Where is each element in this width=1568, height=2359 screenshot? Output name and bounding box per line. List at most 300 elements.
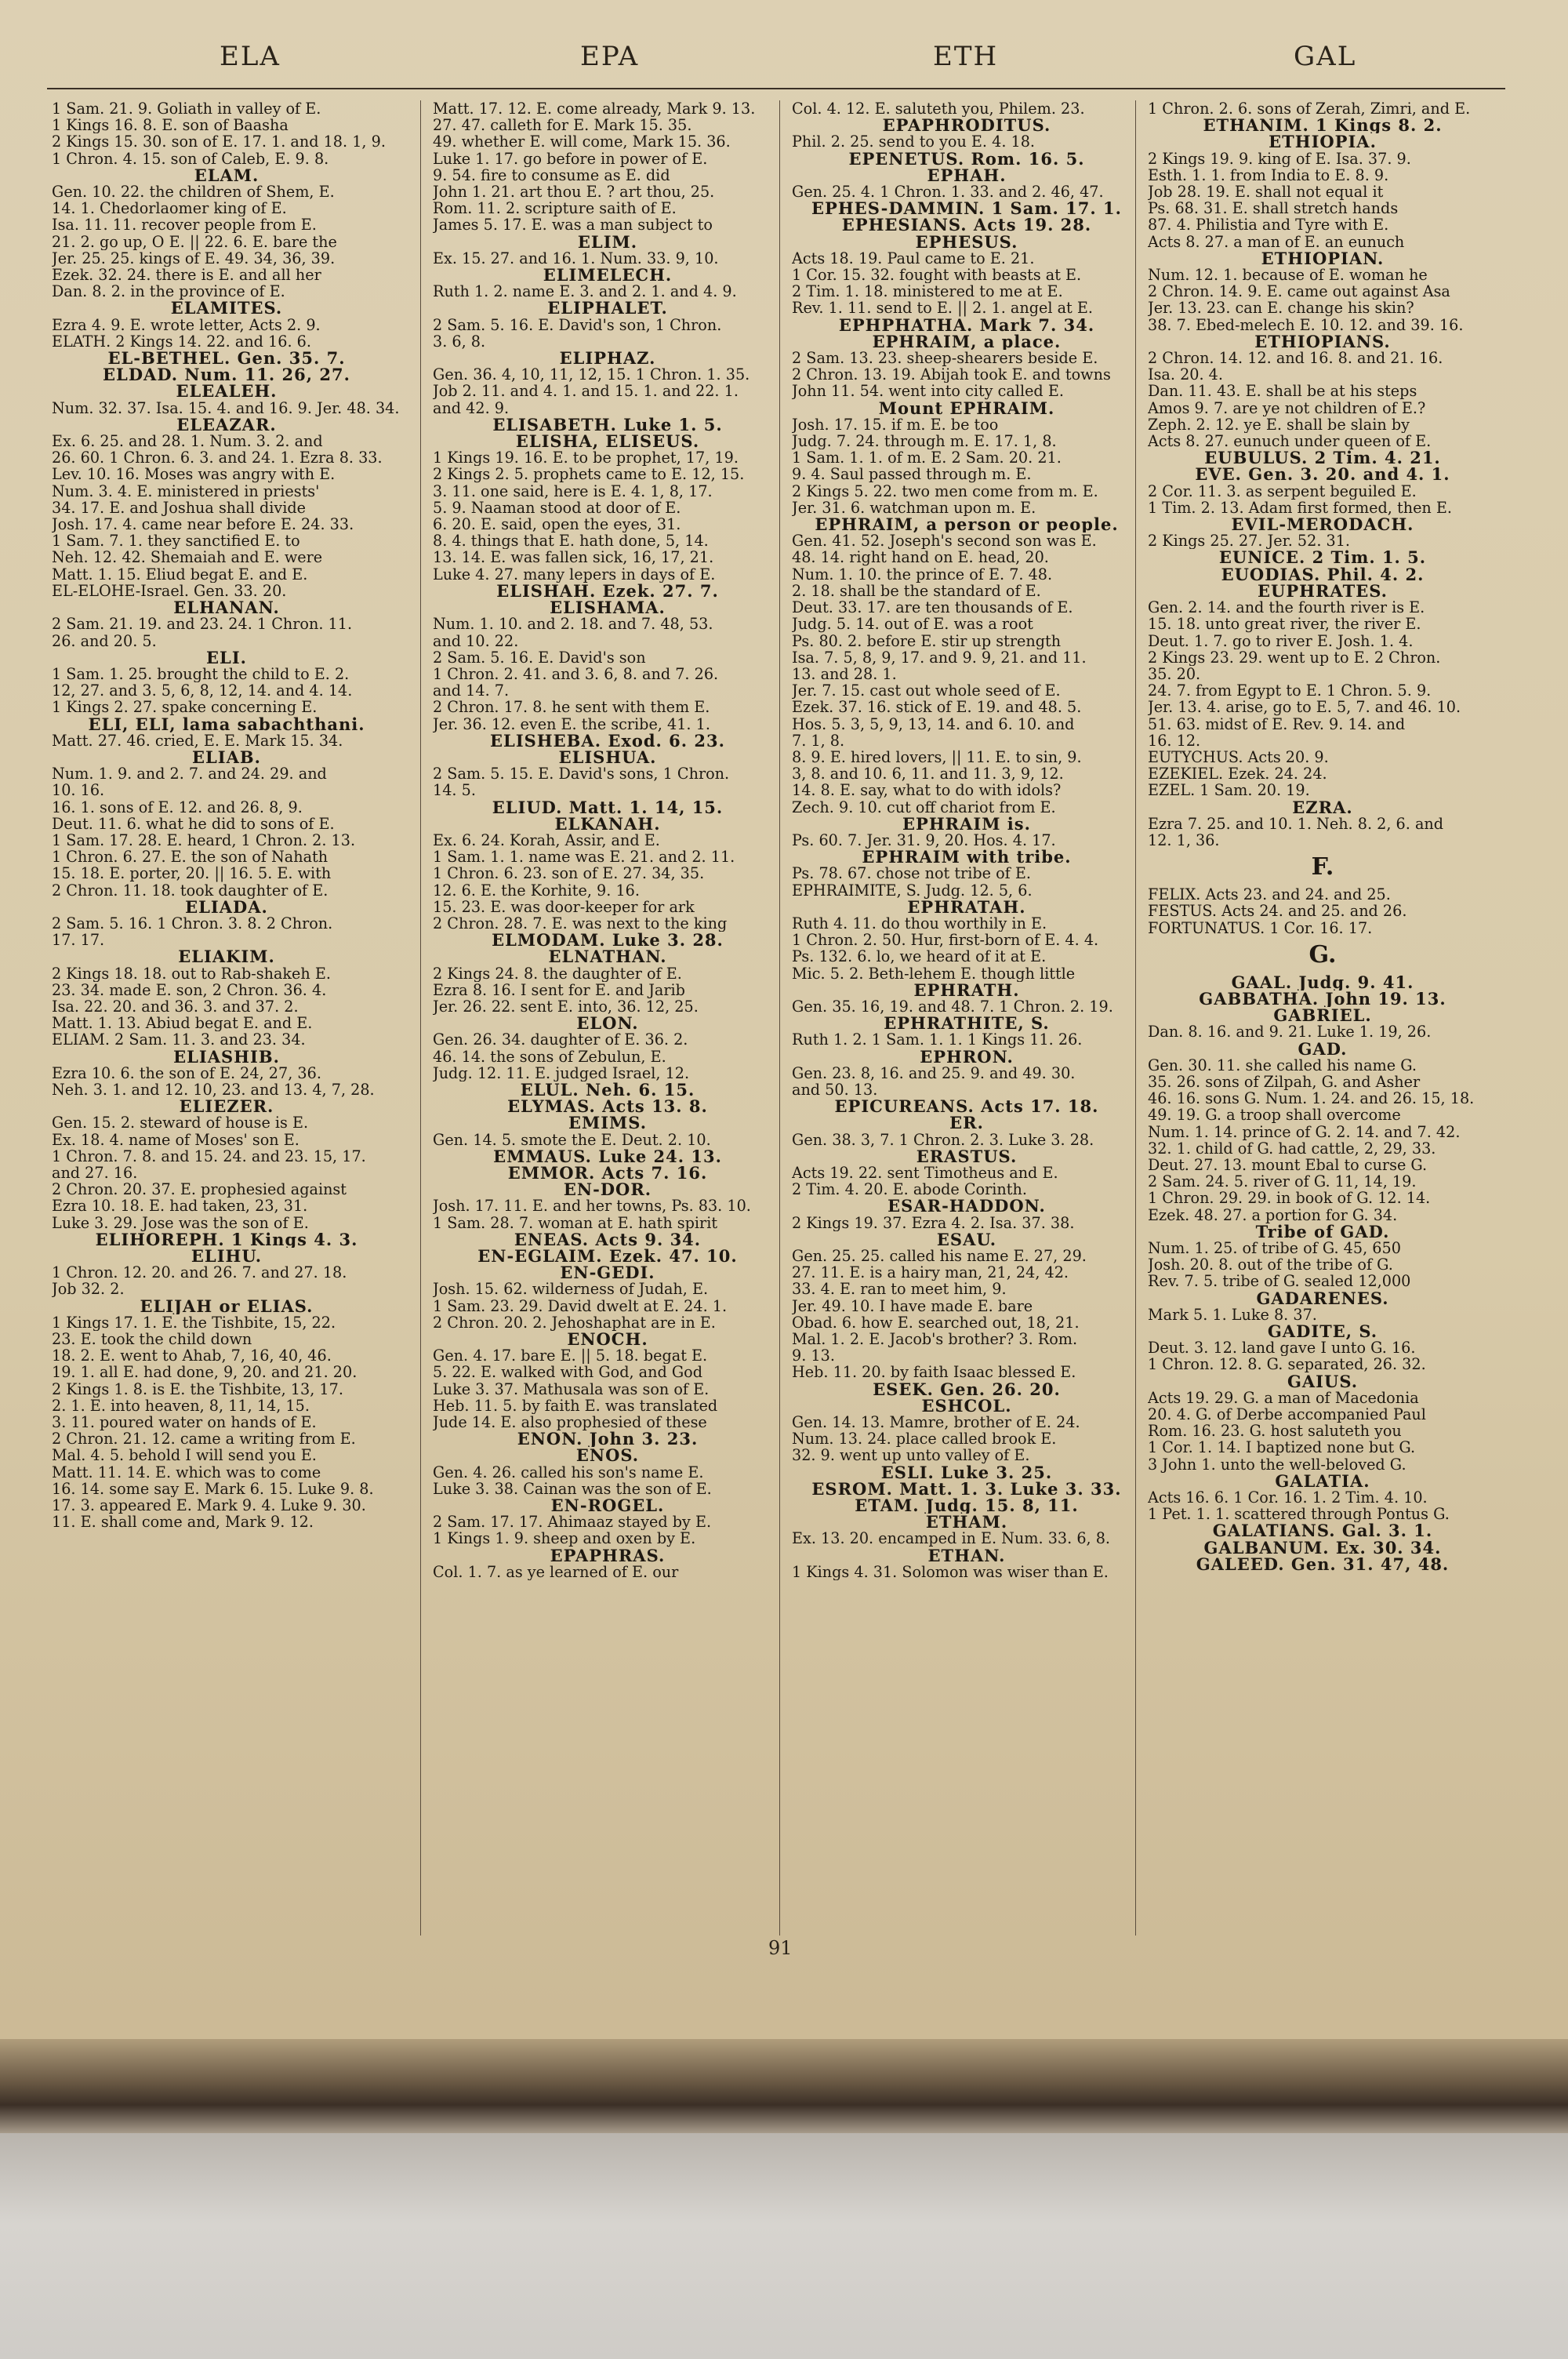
entry-heading: ENON. John 3. 23. [517,1430,699,1448]
entry-line: 1 Kings 17. 1. E. the Tishbite, 15, 22. [52,1314,336,1332]
entry-line: 2 Kings 24. 8. the daughter of E. [433,965,682,982]
entry-line: 1 Cor. 1. 14. I baptized none but G. [1148,1439,1416,1456]
entry-line: Rev. 7. 5. tribe of G. sealed 12,000 [1148,1273,1411,1290]
entry-line: 10. 16. [52,782,105,799]
entry-heading: EMMOR. Acts 7. 16. [507,1165,708,1182]
entry-heading: EPAPHRAS. [550,1547,666,1564]
entry-heading: EPHRON. [920,1048,1014,1065]
entry-line: Dan. 8. 2. in the province of E. [52,283,285,300]
entry-line: 18. 2. E. went to Ahab, 7, 16, 40, 46. [52,1347,332,1365]
entry-line: 1 Sam. 28. 7. woman at E. hath spirit [433,1214,718,1231]
entry-line: 1 Kings 16. 8. E. son of Baasha [52,117,289,134]
entry-line: Luke 1. 17. go before in power of E. [433,150,708,167]
entry-line: Josh. 17. 11. E. and her towns, Ps. 83. 10. [433,1198,751,1215]
entry-heading: ETHAN. [927,1547,1006,1564]
entry-line: 26. 60. 1 Chron. 6. 3. and 24. 1. Ezra 8. 33. [52,449,383,467]
entry-line: Ezra 10. 6. the son of E. 24, 27, 36. [52,1064,321,1081]
entry-line: 49. whether E. will come, Mark 15. 36. [433,133,731,151]
entry-line: 3. 11. poured water on hands of E. [52,1414,317,1431]
entry-line: 49. 19. G. a troop shall overcome [1148,1107,1401,1124]
entry-heading: GAAL. Judg. 9. 41. [1231,973,1414,990]
entry-heading: ELIADA. [185,898,268,915]
entry-line: Num. 1. 10. the prince of E. 7. 48. [792,565,1053,583]
entry-line: 1 Sam. 1. 1. of m. E. 2 Sam. 20. 21. [792,449,1062,467]
entry-line: 27. 47. calleth for E. Mark 15. 35. [433,117,692,134]
column-divider [1135,100,1136,1936]
entry-line: Obad. 6. how E. searched out, 18, 21. [792,1314,1080,1332]
entry-line: Gen. 4. 17. bare E. || 5. 18. begat E. [433,1347,708,1365]
entry-heading: ELDAD. Num. 11. 26, 27. [103,366,350,383]
entry-heading: ELISHEBA. Exod. 6. 23. [490,732,725,749]
entry-line: James 5. 17. E. was a man subject to [433,216,713,234]
entry-line: Ezra 4. 9. E. wrote letter, Acts 2. 9. [52,316,321,333]
entry-line: 1 Kings 1. 9. sheep and oxen by E. [433,1530,696,1547]
header-eth: ETH [933,41,999,72]
entry-heading: ESAR-HADDON. [887,1198,1046,1215]
entry-line: 1 Kings 4. 31. Solomon was wiser than E. [792,1563,1109,1581]
entry-line: John 1. 21. art thou E. ? art thou, 25. [433,184,715,201]
entry-line: FELIX. Acts 23. and 24. and 25. [1148,886,1391,903]
entry-heading: ELISHAH. Ezek. 27. 7. [496,582,719,600]
entry-line: 14. 5. [433,782,476,799]
entry-line: 2 Sam. 13. 23. sheep-shearers beside E. [792,350,1098,367]
header-ela: ELA [220,41,281,72]
entry-line: Jer. 7. 15. cast out whole seed of E. [792,682,1061,700]
entry-line: Num. 32. 37. Isa. 15. 4. and 16. 9. Jer. 48. 34. [52,399,400,416]
entry-line: Heb. 11. 20. by faith Isaac blessed E. [792,1364,1076,1381]
entry-line: EZEL. 1 Sam. 20. 19. [1148,782,1310,799]
entry-line: Mic. 5. 2. Beth-lehem E. though little [792,965,1076,982]
entry-heading: GALATIA. [1275,1472,1370,1490]
entry-line: Neh. 3. 1. and 12. 10, 23. and 13. 4, 7, 28. [52,1081,375,1099]
entry-heading: EN-ROGEL. [550,1497,665,1514]
entry-line: Gen. 26. 34. daughter of E. 36. 2. [433,1031,688,1049]
entry-line: 3, 8. and 10. 6, 11. and 11. 3, 9, 12. [792,765,1064,783]
entry-line: 1 Sam. 1. 1. name was E. 21. and 2. 11. [433,849,735,866]
entry-line: 2 Cor. 11. 3. as serpent beguiled E. [1148,482,1417,500]
entry-line: Ruth 1. 2. 1 Sam. 1. 1. 1 Kings 11. 26. [792,1031,1083,1049]
entry-heading: ETHANIM. 1 Kings 8. 2. [1203,117,1443,134]
entry-line: 1 Cor. 15. 32. fought with beasts at E. [792,267,1082,284]
entry-line: 32. 9. went up unto valley of E. [792,1447,1030,1464]
entry-line: Ruth 4. 11. do thou worthily in E. [792,914,1047,932]
entry-line: 2 Tim. 4. 20. E. abode Corinth. [792,1181,1027,1198]
entry-line: 20. 4. G. of Derbe accompanied Paul [1148,1406,1426,1423]
entry-line: 2 Chron. 14. 12. and 16. 8. and 21. 16. [1148,350,1443,367]
entry-line: 2 Kings 15. 30. son of E. 17. 1. and 18. 1, 9. [52,133,386,151]
entry-line: Jer. 36. 12. even E. the scribe, 41. 1. [433,715,710,732]
entry-line: 1 Pet. 1. 1. scattered through Pontus G. [1148,1506,1450,1523]
entry-line: 2 Chron. 28. 7. E. was next to the king [433,914,728,932]
entry-line: Ezek. 32. 24. there is E. and all her [52,267,321,284]
entry-heading: ELI, ELI, lama sabachthani. [88,715,365,732]
entry-line: 2 Kings 2. 5. prophets came to E. 12, 15. [433,466,745,483]
entry-line: Esth. 1. 1. from India to E. 8. 9. [1148,166,1389,184]
entry-line: 21. 2. go up, O E. || 22. 6. E. bare the [52,233,337,250]
entry-line: Ex. 6. 24. Korah, Assir, and E. [433,831,660,849]
entry-line: Jer. 25. 25. kings of E. 49. 34, 36, 39. [52,249,336,267]
entry-line: Josh. 17. 15. if m. E. be too [792,416,999,434]
entry-line: Jude 14. E. also prophesied of these [433,1414,707,1431]
entry-line: 1 Chron. 2. 6. sons of Zerah, Zimri, and E. [1148,100,1471,118]
entry-line: 35. 26. sons of Zilpah, G. and Asher [1148,1073,1421,1091]
entry-line: 16. 12. [1148,732,1201,749]
entry-line: Matt. 17. 12. E. come already, Mark 9. 13. [433,100,756,118]
entry-line: Deut. 1. 7. go to river E. Josh. 1. 4. [1148,632,1414,649]
entry-line: Zech. 9. 10. cut off chariot from E. [792,798,1056,816]
entry-line: Ex. 18. 4. name of Moses' son E. [52,1131,299,1148]
entry-line: Acts 8. 27. a man of E. an eunuch [1148,233,1405,250]
entry-line: Isa. 11. 11. recover people from E. [52,216,317,234]
entry-heading: ETHIOPIA. [1269,133,1377,151]
entry-heading: GAIUS. [1287,1372,1359,1390]
entry-line: Judg. 5. 14. out of E. was a root [792,616,1033,633]
entry-line: 16. 1. sons of E. 12. and 26. 8, 9. [52,798,303,816]
entry-line: 16. 14. some say E. Mark 6. 15. Luke 9. 8. [52,1480,374,1498]
entry-line: 27. 11. E. is a hairy man, 21, 24, 42. [792,1264,1069,1281]
entry-line: Gen. 38. 3, 7. 1 Chron. 2. 3. Luke 3. 28. [792,1131,1094,1148]
column-4 [1148,100,1497,1936]
background-surface [0,2133,1568,2359]
entry-heading: EPHRAIM, a place. [872,333,1062,351]
entry-line: Judg. 12. 11. E. judged Israel, 12. [433,1064,690,1081]
entry-line: 5. 9. Naaman stood at door of E. [433,499,681,517]
entry-line: Col. 4. 12. E. saluteth you, Philem. 23. [792,100,1085,118]
entry-line: Lev. 10. 16. Moses was angry with E. [52,466,336,483]
entry-heading: EL-BETHEL. Gen. 35. 7. [107,350,346,367]
entry-heading: ELIMELECH. [543,267,673,284]
entry-line: 1 Sam. 1. 25. brought the child to E. 2. [52,665,350,683]
entry-heading: ESLI. Luke 3. 25. [880,1463,1053,1481]
column-divider [779,100,780,1936]
entry-line: Ps. 60. 7. Jer. 31. 9, 20. Hos. 4. 17. [792,831,1056,849]
entry-line: 2 Chron. 20. 2. Jehoshaphat are in E. [433,1314,716,1332]
entry-line: 1 Chron. 29. 29. in book of G. 12. 14. [1148,1190,1431,1207]
entry-heading: ELIJAH or ELIAS. [140,1297,314,1314]
running-header [47,41,1505,80]
entry-line: 1 Chron. 4. 15. son of Caleb, E. 9. 8. [52,150,329,167]
entry-line: Matt. 11. 14. E. which was to come [52,1463,321,1481]
entry-line: 32. 1. child of G. had cattle, 2, 29, 33. [1148,1140,1436,1157]
entry-heading: ELIUD. Matt. 1. 14, 15. [492,798,724,816]
entry-line: Rom. 11. 2. scripture saith of E. [433,200,677,217]
entry-line: Dan. 11. 43. E. shall be at his steps [1148,383,1417,400]
entry-line: Deut. 11. 6. what he did to sons of E. [52,815,335,832]
entry-line: Gen. 25. 4. 1 Chron. 1. 33. and 2. 46, 47. [792,184,1104,201]
entry-heading: ELIAB. [192,748,261,766]
entry-line: Matt. 1. 15. Eliud begat E. and E. [52,565,308,583]
entry-line: Num. 1. 9. and 2. 7. and 24. 29. and [52,765,327,783]
entry-heading: ESEK. Gen. 26. 20. [873,1380,1061,1398]
entry-line: 33. 4. E. ran to meet him, 9. [792,1281,1007,1298]
entry-line: FESTUS. Acts 24. and 25. and 26. [1148,903,1407,920]
entry-line: 3. 6, 8. [433,333,486,351]
entry-line: Gen. 15. 2. steward of house is E. [52,1114,309,1132]
entry-line: Heb. 11. 5. by faith E. was translated [433,1397,718,1415]
entry-heading: EPHESIANS. Acts 19. 28. [841,216,1092,234]
entry-heading: GALATIANS. Gal. 3. 1. [1212,1522,1433,1539]
entry-line: 14. 8. E. say, what to do with idols? [792,782,1062,799]
entry-line: 51. 63. midst of E. Rev. 9. 14. and [1148,715,1406,732]
entry-line: 13. 14. E. was fallen sick, 16, 17, 21. [433,549,714,566]
entry-line: 2 Sam. 5. 16. E. David's son, 1 Chron. [433,316,722,333]
entry-line: Num. 1. 25. of tribe of G. 45, 650 [1148,1240,1401,1257]
entry-line: Ps. 68. 31. E. shall stretch hands [1148,200,1399,217]
section-letter: G. [1308,940,1337,969]
entry-line: 48. 14. right hand on E. head, 20. [792,549,1049,566]
entry-line: 2 Sam. 5. 15. E. David's sons, 1 Chron. [433,765,730,783]
entry-line: 23. E. took the child down [52,1331,252,1348]
entry-heading: EPHRAIM, a person or people. [815,516,1119,533]
entry-line: 46. 14. the sons of Zebulun, E. [433,1048,666,1065]
entry-line: 19. 1. all E. had done, 9, 20. and 21. 20. [52,1364,358,1381]
entry-line: Ezek. 37. 16. stick of E. 19. and 48. 5. [792,699,1082,716]
entry-line: 1 Chron. 2. 50. Hur, first-born of E. 4. 4. [792,932,1099,949]
entry-heading: ENOCH. [567,1331,648,1348]
entry-heading: EUBULUS. 2 Tim. 4. 21. [1204,449,1441,467]
entry-line: Rom. 16. 23. G. host saluteth you [1148,1423,1402,1440]
entry-line: 2 Tim. 1. 18. ministered to me at E. [792,283,1063,300]
entry-line: EL-ELOHE-Israel. Gen. 33. 20. [52,582,287,600]
column-divider [420,100,421,1936]
entry-line: 38. 7. Ebed-melech E. 10. 12. and 39. 16. [1148,316,1464,333]
entry-line: Mal. 4. 5. behold I will send you E. [52,1447,317,1464]
entry-line: 17. 3. appeared E. Mark 9. 4. Luke 9. 30. [52,1497,366,1514]
entry-line: 9. 4. Saul passed through m. E. [792,466,1032,483]
entry-heading: ELNATHAN. [548,948,667,965]
entry-heading: ETHIOPIAN. [1261,249,1385,267]
entry-line: Num. 3. 4. E. ministered in priests' [52,482,320,500]
entry-line: 2 Chron. 21. 12. came a writing from E. [52,1430,356,1448]
entry-line: Ezra 8. 16. I sent for E. and Jarib [433,981,685,998]
entry-line: 1 Sam. 17. 28. E. heard, 1 Chron. 2. 13. [52,831,356,849]
entry-heading: ELI. [206,649,247,666]
entry-heading: ELEAZAR. [176,416,277,434]
entry-line: Num. 12. 1. because of E. woman he [1148,267,1428,284]
entry-line: 15. 23. E. was door-keeper for ark [433,898,695,915]
entry-line: Phil. 2. 25. send to you E. 4. 18. [792,133,1036,151]
entry-line: 2 Sam. 5. 16. 1 Chron. 3. 8. 2 Chron. [52,914,333,932]
entry-heading: EPHAH. [927,166,1007,184]
entry-heading: GADITE, S. [1267,1323,1378,1340]
entry-heading: EPHESUS. [915,233,1018,250]
entry-line: ELIAM. 2 Sam. 11. 3. and 23. 34. [52,1031,306,1049]
entry-line: Isa. 22. 20. and 36. 3. and 37. 2. [52,998,299,1016]
entry-line: FORTUNATUS. 1 Cor. 16. 17. [1148,919,1373,936]
entry-heading: EPHRAIM is. [902,815,1031,832]
entry-line: Num. 1. 14. prince of G. 2. 14. and 7. 42. [1148,1123,1461,1140]
entry-heading: EVE. Gen. 3. 20. and 4. 1. [1195,466,1450,483]
entry-heading: GABRIEL. [1273,1007,1372,1024]
entry-line: 1 Chron. 12. 8. G. separated, 26. 32. [1148,1356,1426,1373]
entry-heading: EUNICE. 2 Tim. 1. 5. [1218,549,1427,566]
entry-line: Deut. 3. 12. land gave I unto G. 16. [1148,1339,1416,1357]
entry-line: 9. 54. fire to consume as E. did [433,166,670,184]
entry-line: 2 Kings 19. 37. Ezra 4. 2. Isa. 37. 38. [792,1214,1075,1231]
entry-line: Deut. 33. 17. are ten thousands of E. [792,599,1073,616]
entry-line: 46. 16. sons G. Num. 1. 24. and 26. 15, 18. [1148,1090,1475,1107]
entry-line: Acts 8. 27. eunuch under queen of E. [1148,433,1432,450]
entry-heading: ELISHA, ELISEUS. [515,433,700,450]
entry-line: 3. 11. one said, here is E. 4. 1, 8, 17. [433,482,713,500]
entry-heading: ELIPHALET. [547,300,668,317]
entry-heading: ELIASHIB. [173,1048,280,1065]
entry-line: 1 Chron. 6. 23. son of E. 27. 34, 35. [433,865,705,882]
entry-line: and 10. 22. [433,632,519,649]
entry-line: 2 Kings 23. 29. went up to E. 2 Chron. [1148,649,1441,666]
entry-line: 2 Chron. 20. 37. E. prophesied against [52,1181,347,1198]
entry-heading: ETAM. Judg. 15. 8, 11. [855,1497,1079,1514]
entry-line: ELATH. 2 Kings 14. 22. and 16. 6. [52,333,311,351]
entry-line: 2 Sam. 24. 5. river of G. 11, 14, 19. [1148,1173,1417,1190]
entry-line: 1 Kings 19. 16. E. to be prophet, 17, 19. [433,449,739,467]
entry-line: 1 Sam. 23. 29. David dwelt at E. 24. 1. [433,1297,728,1314]
entry-line: Gen. 14. 13. Mamre, brother of E. 24. [792,1414,1080,1431]
entry-heading: EUODIAS. Phil. 4. 2. [1221,565,1425,583]
entry-line: Isa. 20. 4. [1148,366,1223,383]
entry-line: Dan. 8. 16. and 9. 21. Luke 1. 19, 26. [1148,1023,1432,1041]
entry-line: Job 2. 11. and 4. 1. and 15. 1. and 22. 1. [433,383,739,400]
entry-heading: EPHRATAH. [907,898,1026,915]
entry-line: 2 Chron. 13. 19. Abijah took E. and towns [792,366,1111,383]
entry-line: Gen. 14. 5. smote the E. Deut. 2. 10. [433,1131,711,1148]
entry-line: Ezek. 48. 27. a portion for G. 34. [1148,1206,1398,1223]
entry-line: Neh. 12. 42. Shemaiah and E. were [52,549,323,566]
entry-line: Job 32. 2. [52,1281,125,1298]
entry-line: and 27. 16. [52,1165,138,1182]
entry-heading: ENEAS. Acts 9. 34. [514,1230,702,1249]
entry-line: Josh. 20. 8. out of the tribe of G. [1148,1256,1393,1274]
entry-heading: ELKANAH. [554,815,661,832]
entry-line: Acts 16. 6. 1 Cor. 16. 1. 2 Tim. 4. 10. [1148,1489,1428,1507]
entry-line: 34. 17. E. and Joshua shall divide [52,499,307,517]
entry-line: 2 Sam. 17. 17. Ahimaaz stayed by E. [433,1514,712,1531]
entry-line: Gen. 30. 11. she called his name G. [1148,1056,1417,1074]
entry-line: Gen. 10. 22. the children of Shem, E. [52,184,335,201]
entry-line: 5. 22. E. walked with God, and God [433,1364,703,1381]
entry-line: Zeph. 2. 12. ye E. shall be slain by [1148,416,1410,434]
entry-line: Gen. 35. 16, 19. and 48. 7. 1 Chron. 2. 19. [792,998,1113,1016]
entry-line: Matt. 1. 13. Abiud begat E. and E. [52,1015,313,1032]
entry-line: 1 Sam. 21. 9. Goliath in valley of E. [52,100,321,118]
entry-heading: ELHANAN. [173,599,280,616]
entry-heading: ETHAM. [925,1514,1008,1531]
torn-page-edge [0,2039,1568,2133]
entry-line: 1 Chron. 12. 20. and 26. 7. and 27. 18. [52,1264,347,1281]
entry-line: Num. 13. 24. place called brook E. [792,1430,1057,1448]
entry-heading: EPICUREANS. Acts 17. 18. [834,1098,1099,1115]
entry-heading: GALBANUM. Ex. 30. 34. [1203,1539,1442,1556]
entry-heading: ELISABETH. Luke 1. 5. [492,416,723,434]
entry-line: 2 Chron. 11. 18. took daughter of E. [52,881,328,899]
header-epa: EPA [580,41,640,72]
entry-line: Josh. 15. 62. wilderness of Judah, E. [433,1281,709,1298]
entry-line: 6. 20. E. said, open the eyes, 31. [433,516,681,533]
entry-line: Jer. 26. 22. sent E. into, 36. 12, 25. [433,998,699,1016]
entry-line: Luke 3. 29. Jose was the son of E. [52,1214,309,1231]
entry-line: Acts 19. 29. G. a man of Macedonia [1148,1389,1419,1407]
entry-heading: EN-EGLAIM. Ezek. 47. 10. [477,1248,738,1265]
entry-heading: ELIEZER. [179,1098,274,1115]
entry-heading: GAD. [1298,1040,1348,1057]
column-2 [433,100,782,1936]
entry-line: 35. 20. [1148,665,1201,683]
entry-line: Ps. 78. 67. chose not tribe of E. [792,865,1031,882]
entry-line: 2 Chron. 14. 9. E. came out against Asa [1148,283,1450,300]
entry-line: Luke 3. 37. Mathusala was son of E. [433,1380,710,1398]
entry-line: 2 Kings 5. 22. two men come from m. E. [792,482,1098,500]
entry-heading: ELON. [576,1015,639,1032]
entry-line: Mark 5. 1. Luke 8. 37. [1148,1306,1317,1324]
entry-heading: Tribe of GAD. [1255,1223,1390,1240]
entry-line: and 42. 9. [433,399,510,416]
entry-heading: ELISHAMA. [550,599,666,616]
entry-line: Gen. 2. 14. and the fourth river is E. [1148,599,1425,616]
entry-line: 26. and 20. 5. [52,632,157,649]
column-1 [52,100,401,1936]
entry-heading: EPHPHATHA. Mark 7. 34. [838,316,1095,333]
entry-line: Luke 3. 38. Cainan was the son of E. [433,1480,712,1498]
header-gal: GAL [1294,41,1357,72]
entry-heading: ELIHOREPH. 1 Kings 4. 3. [95,1230,358,1249]
entry-line: Ps. 80. 2. before E. stir up strength [792,632,1062,649]
entry-heading: ELISHUA. [558,748,657,766]
entry-line: Matt. 27. 46. cried, E. E. Mark 15. 34. [52,732,343,749]
entry-line: 12. 1, 36. [1148,831,1220,849]
entry-line: Jer. 13. 4. arise, go to E. 5, 7. and 46. 10. [1148,699,1461,716]
entry-heading: ESAU. [936,1230,997,1249]
entry-heading: ELIHU. [191,1248,263,1265]
entry-heading: ELIPHAZ. [559,350,656,367]
entry-line: Rev. 1. 11. send to E. || 2. 1. angel at E. [792,300,1093,317]
entry-line: 2 Kings 25. 27. Jer. 52. 31. [1148,533,1351,550]
entry-line: 1 Chron. 7. 8. and 15. 24. and 23. 15, 17. [52,1147,366,1165]
entry-heading: ELEALEH. [176,383,278,400]
entry-heading: EPHRAIM with tribe. [862,849,1072,866]
entry-line: 13. and 28. 1. [792,665,897,683]
entry-line: 1 Sam. 7. 1. they sanctified E. to [52,533,300,550]
entry-line: Acts 18. 19. Paul came to E. 21. [792,249,1035,267]
entry-line: Gen. 25. 25. called his name E. 27, 29. [792,1248,1087,1265]
entry-line: 2 Chron. 17. 8. he sent with them E. [433,699,710,716]
entry-heading: ESHCOL. [921,1397,1012,1415]
entry-line: John 11. 54. went into city called E. [792,383,1064,400]
entry-line: 1 Chron. 6. 27. E. the son of Nahath [52,849,328,866]
entry-line: Jer. 13. 23. can E. change his skin? [1148,300,1414,317]
entry-line: Judg. 7. 24. through m. E. 17. 1, 8. [792,433,1057,450]
entry-line: Gen. 4. 26. called his son's name E. [433,1463,704,1481]
entry-line: 2. 1. E. into heaven, 8, 11, 14, 15. [52,1397,310,1415]
entry-heading: EPHRATHITE, S. [884,1015,1050,1032]
entry-line: EZEKIEL. Ezek. 24. 24. [1148,765,1327,783]
entry-line: Gen. 36. 4, 10, 11, 12, 15. 1 Chron. 1. 35. [433,366,750,383]
section-letter: F. [1311,853,1334,881]
entry-line: 7. 1, 8. [792,732,845,749]
entry-heading: GADARENES. [1256,1289,1389,1307]
entry-line: and 14. 7. [433,682,510,700]
entry-line: Mal. 1. 2. E. Jacob's brother? 3. Rom. [792,1331,1078,1348]
entry-heading: EN-DOR. [563,1181,652,1198]
entry-line: 17. 17. [52,932,105,949]
entry-heading: EUPHRATES. [1258,582,1388,600]
entry-heading: Mount EPHRAIM. [878,399,1055,416]
entry-heading: ENOS. [575,1447,640,1464]
entry-line: 2. 18. shall be the standard of E. [792,582,1041,600]
entry-heading: EPAPHRODITUS. [882,117,1051,134]
entry-heading: ELYMAS. Acts 13. 8. [507,1098,708,1115]
entry-line: EUTYCHUS. Acts 20. 9. [1148,748,1329,766]
entry-line: Ezra 10. 18. E. had taken, 23, 31. [52,1198,308,1215]
